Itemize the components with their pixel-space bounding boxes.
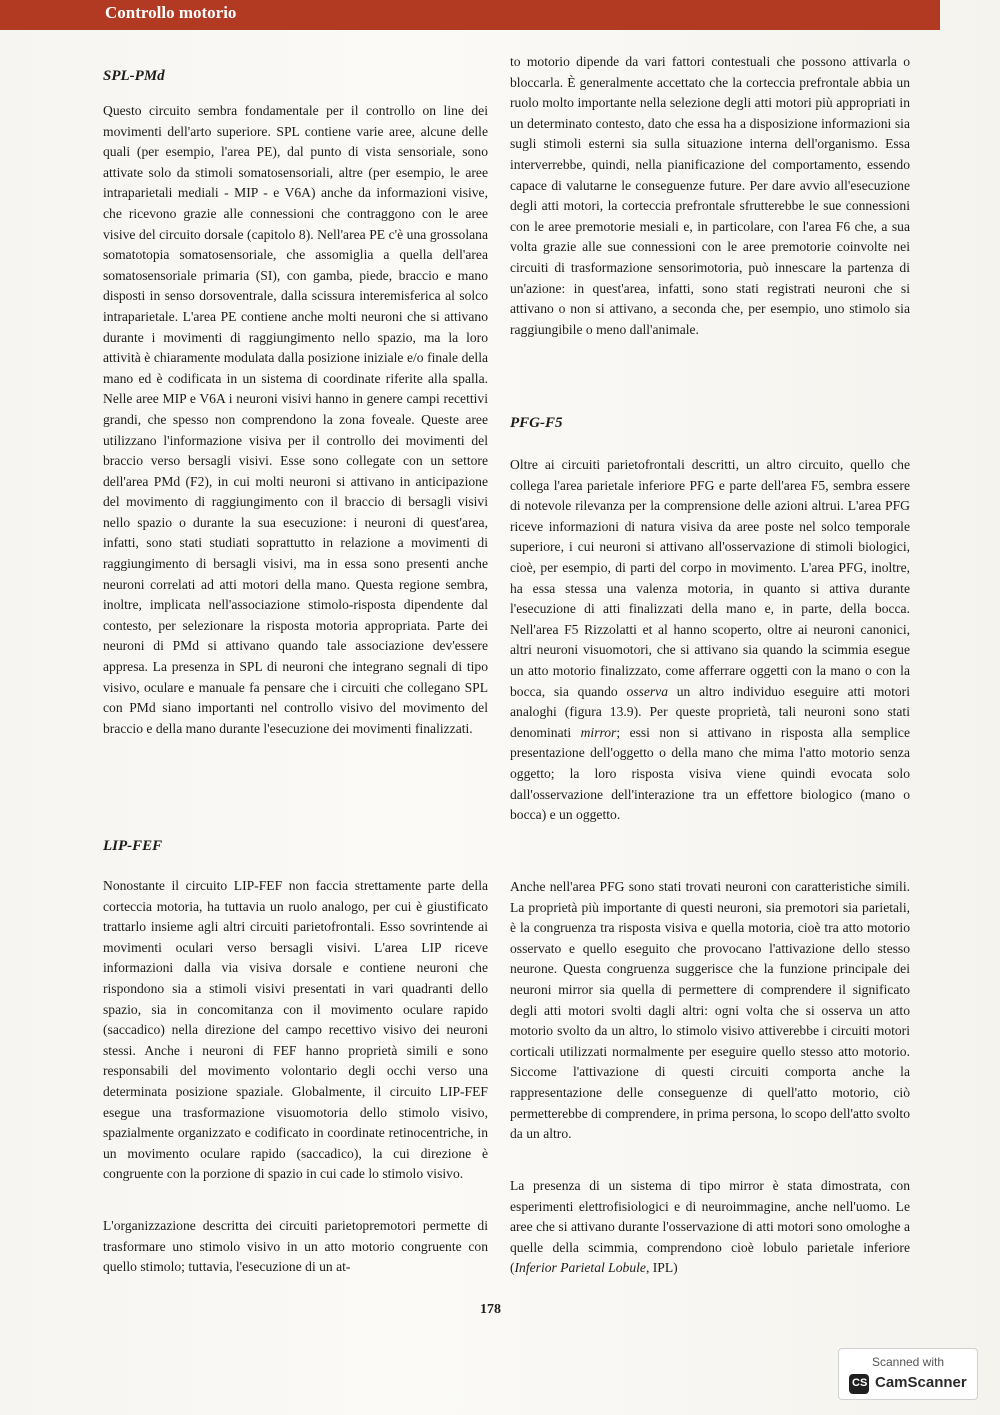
paragraph-pfg-f5: Oltre ai circuiti parietofrontali descritti, un altro circuito, quello che collega l'area parietale inferiore PFG e parte dell'area F5, sembra essere di notevole rilevanza per la comprensione delle azioni altrui. L'area PFG riceve informazioni di natura visiva da aree poste nel solco temporale superiore, i cui neuroni si attivano all'osservazione di stimoli biologici, cioè, per esempio, di parti del corpo in movimento. L'area PFG, inoltre, ha essa stessa una valenza motoria, in quanto si attiva durante l'esecuzione di atti finalizzati della mano e, in parte, della bocca. Nell'area F5 Rizzolatti et al hanno scoperto, oltre ai neuroni canonici, altri neuroni visuomotori, che si attivano sia quando la scimmia esegue un atto motorio finalizzato, come afferrare oggetti con la mano o con la bocca, sia quando osserva un altro individuo eseguire atti motori analoghi (figura 13.9). Per queste proprietà, tali neuroni sono stati denominati mirror; essi non si attivano in risposta alla semplice presentazione dell'oggetto o della mano che mima l'atto motorio senza oggetto; la loro risposta visiva viene quindi evocata solo dall'osservazione dell'interazione tra un effettore biologico (mano o bocca) e un oggetto. [510,457,910,823]
camscanner-logo-icon: CS [849,1374,869,1394]
paragraph-area-pfg: Anche nell'area PFG sono stati trovati neuroni con caratteristiche simili. La proprietà più importante di questi neuroni, sia premotori sia parietali, è la congruenza tra risposta visiva e quella motoria, cioè tra atto motorio osservato e quello eseguito che provocano l'attivazione dello stesso neurone. Questa congruenza suggerisce che la funzione principale dei neuroni mirror sia quella di permettere di comprendere il significato degli atti motori svolti dagli altri: ogni volta che si osserva un atto motorio svolto da un altro, lo stimolo visivo attiverebbe i circuiti motori corticali utilizzati normalmente per eseguire quello stesso atto motorio. Siccome l'attivazione di questi circuiti comporta anche la rappresentazione delle conseguenze di quell'atto motorio, ciò permetterebbe di comprendere, in prima persona, lo scopo dell'atto svolto da un altro. [510,879,910,1142]
chapter-title: Controllo motorio [105,3,237,22]
section-heading-lip-fef: LIP-FEF [103,838,163,854]
paragraph-mirror-uomo: La presenza di un sistema di tipo mirror è stata dimostrata, con esperimenti elettrofisiologici e di neuroimmagine, anche nell'uomo. Le aree che si attivano durante l'osservazione di atti motori sono omologhe a quelle della scimmia, comprendono cioè lobulo parietale inferiore (Inferior Parietal Lobule, IPL) [510,1178,910,1276]
chapter-header-bar [0,0,940,30]
section-heading-pfg-f5: PFG-F5 [510,415,563,431]
paragraph-spl-pmd: Questo circuito sembra fondamentale per il controllo on line dei movimenti dell'arto superiore. SPL contiene varie aree, alcune delle quali (per esempio, l'area PE), dal punto di vista sensoriale, sono attivate solo da stimoli somatosensoriali, altre (per esempio, le aree intraparietali mediali - MIP - e V6A) anche da informazioni visive, che ricevono grazie alle connessioni che contraggono con le aree visive del circuito dorsale (capitolo 8). Nell'area PE c'è una grossolana somatotopia somatosensoriale, che assomiglia a quella dell'area somatosensoriale primaria (SI), con gamba, piede, braccio e mano disposti in senso dorsoventrale, dalla scissura interemisferica al solco intraparietale. L'area PE contiene anche molti neuroni che si attivano durante i movimenti di raggiungimento nello spazio, ma la loro attività è chiaramente modulata dalla posizione iniziale e/o finale della mano ed è codificata in un sistema di coordinate riferite alla spalla. Nelle aree MIP e V6A i neuroni visivi hanno in genere campi recettivi grandi, che spesso non comprendono la zona foveale. Queste aree utilizzano l'informazione visiva per il controllo dei movimenti del braccio verso bersagli visivi. Esse sono collegate con un settore dell'area PMd (F2), in cui molti neuroni si attivano in anticipazione del movimento di raggiungimento con il braccio di bersagli visivi nello spazio o durante la sua esecuzione: i neuroni di quest'area, infatti, sono stati studiati soprattutto in relazione a movimenti di raggiungimento di bersagli visivi, ma in essa sono presenti anche neuroni correlati ad atti motori della mano. Questa regione sembra, inoltre, implicata nell'associazione stimolo-risposta dipendente dal contesto, per selezionare la risposta motoria appropriata. Parte dei neuroni di PMd si attivano quando tale associazione dev'essere appresa. La presenza in SPL di neuroni che integrano segnali di tipo visivo, oculare e manuale fa pensare che i circuiti che collegano SPL con PMd siano importanti nel controllo visivo del movimento del braccio e della mano durante l'esecuzione dei movimenti finalizzati. [103,103,488,736]
paragraph-organizzazione: L'organizzazione descritta dei circuiti parietopremotori permette di trasformare uno stimolo visivo in un atto motorio congruente con quello stimolo; tuttavia, l'esecuzione di un at- [103,1218,488,1275]
emphasis-mirror: mirror [580,724,617,740]
watermark-caption: Scanned with [871,1355,945,1369]
camscanner-watermark [838,1348,978,1400]
page-number: 178 [480,1302,501,1317]
watermark-brand: CamScanner [875,1374,967,1391]
emphasis-osserva: osserva [626,683,668,699]
emphasis-ipl: Inferior Parietal Lobule [514,1260,646,1276]
paragraph-lip-fef: Nonostante il circuito LIP-FEF non faccia strettamente parte della corteccia motoria, ha tuttavia un ruolo analogo, per cui è giustificato trattarlo insieme agli altri circuiti parietofrontali. Esso sovrintende ai movimenti oculari verso bersagli visivi. L'area LIP riceve informazioni dalla via visiva dorsale e contiene neuroni che rispondono sia a stimoli visivi presentati in vari quadranti dello spazio, sia in concomitanza con il movimento oculare rapido (saccadico) nella direzione del campo recettivo visivo dei neuroni stessi. Anche i neuroni di FEF hanno proprietà simili e sono responsabili del movimento volontario degli occhi verso una determinata posizione spaziale. Globalmente, il circuito LIP-FEF esegue una trasformazione visuomotoria dello stimolo visivo, spazialmente organizzato e codificato in coordinate retinocentriche, in un movimento oculare rapido (saccadico), la cui direzione è congruente con la porzione di spazio in cui cade lo stimolo visivo. [103,878,488,1182]
paragraph-prefrontal: to motorio dipende da vari fattori contestuali che possono attivarla o bloccarla. È generalmente accettato che la corteccia prefrontale abbia un ruolo molto importante nella selezione degli atti motori più appropriati in un determinato contesto, dato che essa ha a disposizione informazioni sia sugli stimoli esterni sia sulla situazione interna dell'organismo. Essa interverrebbe, quindi, nella pianificazione del comportamento, essendo capace di valutarne le conseguenze future. Per dare avvio all'esecuzione degli atti motori, la corteccia prefrontale sfrutterebbe le sue connessioni con le aree premotorie mesiali e, in particolare, con l'area F6 che, a sua volta grazie alle sue connessioni con le aree premotorie coinvolte nei circuiti di trasformazione sensorimotoria, può innescare la partenza di un'azione: in quest'area, infatti, sono stati registrati neuroni che si attivano o non si attivano, a seconda che, per esempio, uno stimolo sia raggiungibile o meno dall'animale. [510,54,910,337]
section-heading-spl-pmd: SPL-PMd [103,68,165,84]
